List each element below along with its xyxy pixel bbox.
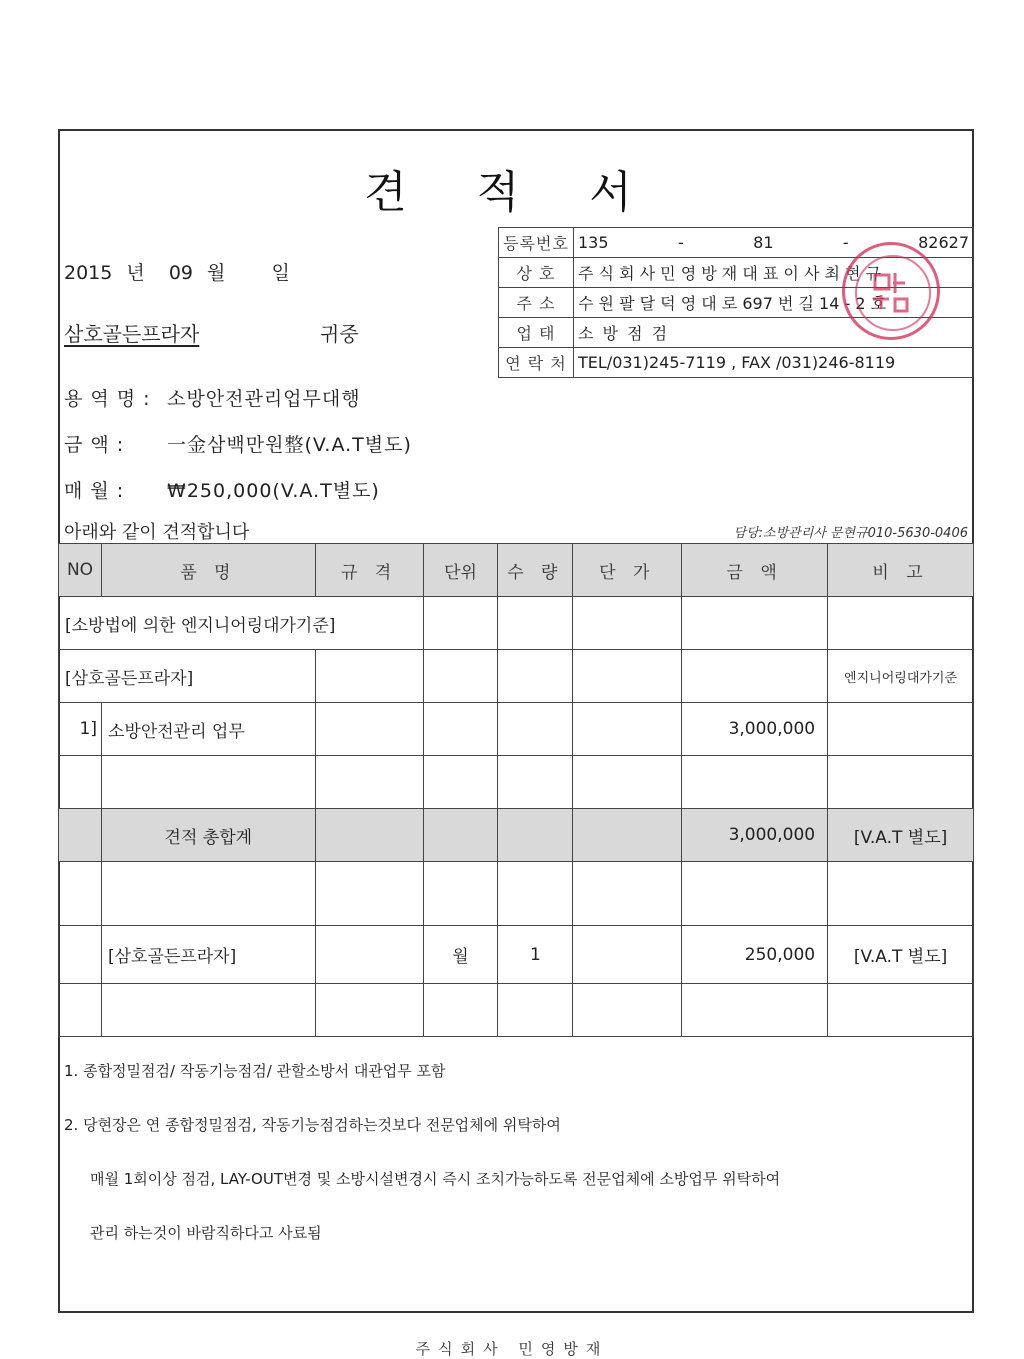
supplier-address-row: 주 소 수 원 팔 달 덕 영 대 로 697 번 길 14 - 2 호: [499, 288, 974, 318]
supplier-contact-row: 연 락 처 TEL/031)245-7119 , FAX /031)246-8119: [499, 348, 974, 378]
remark-line: 매월 1회이상 점검, LAY-OUT변경 및 소방시설변경시 즉시 조치가능하도록 전문업체에 소방업무 위탁하여: [90, 1170, 781, 1188]
monthly-row: [삼호골든프라자] 월 1 250,000 [V.A.T 별도]: [59, 926, 974, 984]
company-seal-stamp: [842, 242, 940, 340]
seal-icon: [845, 245, 937, 337]
document-title: 견 적 서: [364, 167, 660, 218]
remark-line: 관리 하는것이 바람직하다고 사료됨: [90, 1224, 322, 1242]
footer-company: 주식회사 민영방재: [415, 1340, 609, 1358]
supplier-reg-row: 등록번호 135 - 81 - 82627: [499, 228, 974, 258]
supplier-name-row: 상 호 주 식 회 사 민 영 방 재 대 표 이 사 최 현 규: [499, 258, 974, 288]
amount-line: 금 액 : 一金삼백만원整(V.A.T별도): [64, 434, 412, 456]
table-row: [59, 756, 974, 809]
table-row: [소방법에 의한 엔지니어링대가기준]: [59, 597, 974, 650]
table-row: [삼호골든프라자] 엔지니어링대가기준: [59, 650, 974, 703]
table-row: 1] 소방안전관리 업무 3,000,000: [59, 703, 974, 756]
monthly-line: 매 월 : ₩250,000(V.A.T별도): [64, 480, 380, 502]
issue-date: 2015 년 09 월 일: [64, 262, 290, 284]
contact-person: 담당:소방관리사 문현규010-5630-0406: [733, 526, 968, 541]
quote-table: [58, 543, 974, 1037]
total-row: 견적 총합계 3,000,000 [V.A.T 별도]: [59, 809, 974, 862]
remark-line: 1. 종합정밀점검/ 작동기능점검/ 관할소방서 대관업무 포함: [64, 1062, 446, 1080]
remark-line: 2. 당현장은 연 종합정밀점검, 작동기능점검하는것보다 전문업체에 위탁하여: [64, 1116, 561, 1134]
table-row: [59, 984, 974, 1037]
intro-text: 아래와 같이 견적합니다: [64, 522, 250, 543]
service-name-line: 용 역 명 : 소방안전관리업무대행: [64, 388, 361, 410]
table-row: [59, 862, 974, 926]
supplier-type-row: 업 태 소 방 점 검: [499, 318, 974, 348]
recipient: [64, 318, 359, 347]
recipient-name: 삼호골든프라자: [64, 322, 200, 346]
recipient-honorific: 귀중: [320, 322, 359, 346]
table-header-row: NO 품 명 규 격 단위 수 량 단 가 금 액 비 고: [59, 544, 974, 597]
